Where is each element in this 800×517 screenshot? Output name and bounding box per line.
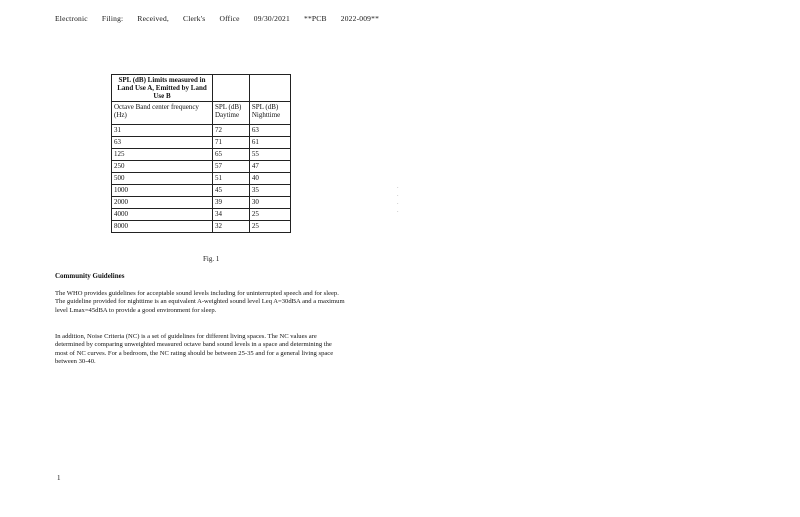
cell-frequency: 500 [112,173,213,185]
table-row [112,173,291,185]
cell-daytime: 39 [213,197,250,209]
cell-frequency: 8000 [112,221,213,233]
spl-limits-table [111,74,291,233]
cell-frequency: 125 [112,149,213,161]
cell-frequency: 250 [112,161,213,173]
header-part: **PCB [304,14,327,23]
cell-frequency: 4000 [112,209,213,221]
table-title-spacer [213,75,250,102]
header-part: Received, [137,14,169,23]
cell-frequency: 31 [112,125,213,137]
cell-daytime: 51 [213,173,250,185]
cell-daytime: 57 [213,161,250,173]
header-part: 09/30/2021 [253,14,290,23]
cell-daytime: 34 [213,209,250,221]
table-row [112,221,291,233]
cell-nighttime: 35 [249,185,290,197]
col-header-frequency: Octave Band center frequency (Hz) [112,102,213,125]
cell-nighttime: 61 [249,137,290,149]
table-title-spacer [249,75,290,102]
table-row [112,185,291,197]
filing-header [55,14,391,23]
header-part: Electronic [55,14,88,23]
header-part: Filing: [101,14,124,23]
cell-frequency: 63 [112,137,213,149]
table-row [112,197,291,209]
cell-daytime: 71 [213,137,250,149]
cell-daytime: 45 [213,185,250,197]
cell-nighttime: 25 [249,221,290,233]
scan-artifact-dots: · · · · [397,186,399,215]
cell-nighttime: 63 [249,125,290,137]
paragraph-noise-criteria: In addition, Noise Criteria (NC) is a set of guidelines for different living spaces. The NC values are determined by comparing unweighted measured octave band sound levels in a space and determining the most of NC curves. For a bedroom, the NC rating should be between 25-35 and for a general living space between 30-40. [55,333,334,366]
col-header-nighttime: SPL (dB) Nighttime [249,102,290,125]
table-row [112,125,291,137]
table-row [112,137,291,149]
table-row [112,149,291,161]
cell-frequency: 2000 [112,197,213,209]
table-row [112,161,291,173]
table-title: SPL (dB) Limits measured in Land Use A, Emitted by Land Use B [112,75,213,102]
cell-frequency: 1000 [112,185,213,197]
cell-daytime: 32 [213,221,250,233]
section-heading: Community Guidelines [55,272,125,280]
figure-caption: Fig. 1 [203,255,220,263]
page-footmark: 1 [57,474,61,482]
cell-nighttime: 40 [249,173,290,185]
cell-nighttime: 25 [249,209,290,221]
cell-daytime: 72 [213,125,250,137]
header-part: 2022-009** [340,14,380,23]
header-part: Clerk's [183,14,206,23]
cell-nighttime: 30 [249,197,290,209]
cell-daytime: 65 [213,149,250,161]
paragraph-who-guidelines: The WHO provides guidelines for acceptable sound levels including for uninterrupted speech and for sleep. The guideline provided for nighttime is an equivalent A-weighted sound level Leq A=30dBA and a maximum level Lmax=45dBA to provide a good environment for sleep. [55,290,345,314]
header-part: Office [219,14,240,23]
col-header-daytime: SPL (dB) Daytime [213,102,250,125]
cell-nighttime: 55 [249,149,290,161]
cell-nighttime: 47 [249,161,290,173]
table-row [112,209,291,221]
